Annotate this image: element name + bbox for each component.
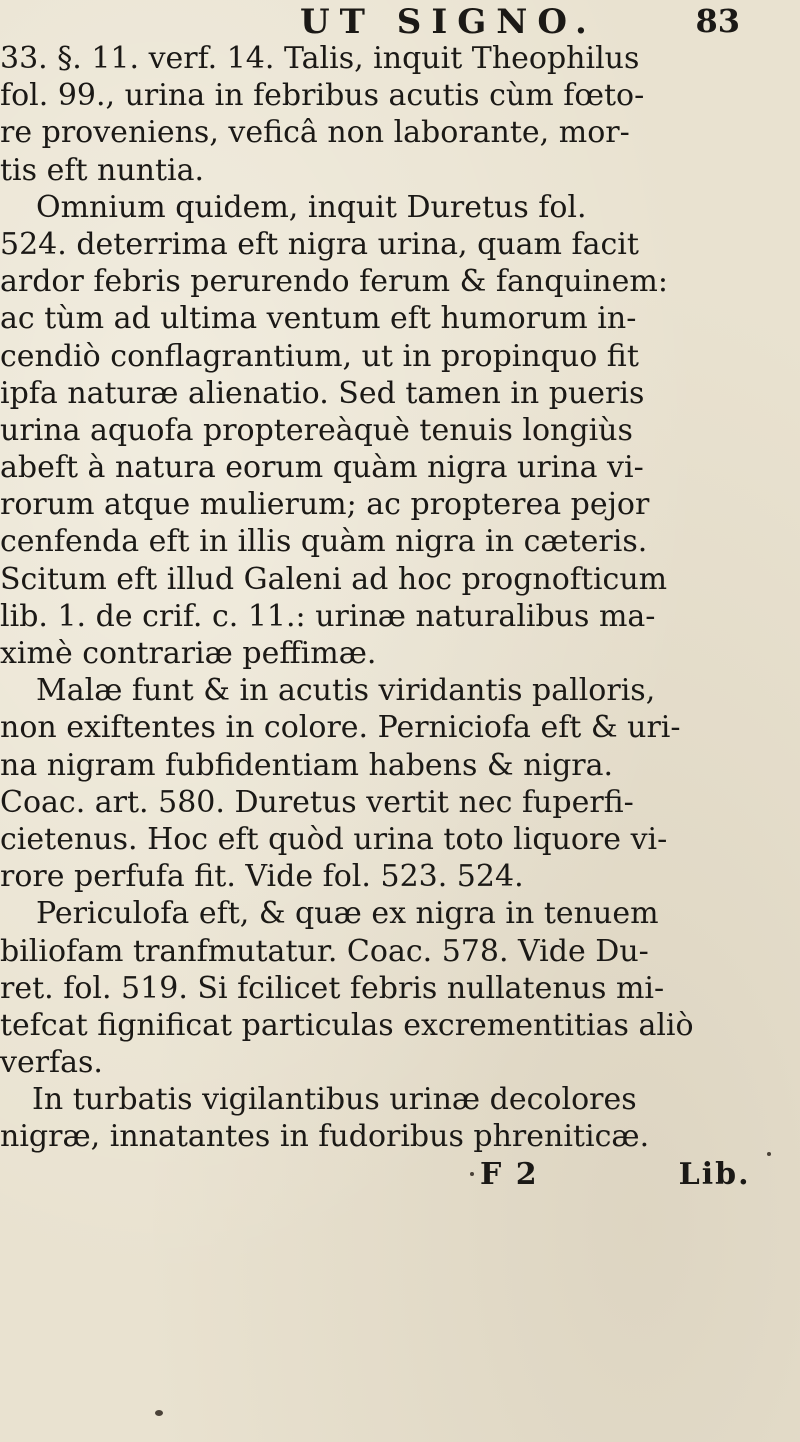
text-line: na nigram fubfidentiam habens & nigra. <box>0 747 614 783</box>
text-line: rore perfufa fit. Vide fol. 523. 524. <box>0 859 524 895</box>
text-line: tefcat fignificat particulas excrementitias aliò <box>0 1007 694 1043</box>
text-line: 524. deterrima eft nigra urina, quam facit <box>0 226 639 262</box>
text-line: rorum atque mulierum; ac propterea pejor <box>0 487 650 523</box>
signature-mark: F 2 <box>480 1156 539 1192</box>
page-number: 83 <box>695 2 740 40</box>
text-line: cendiò conflagrantium, ut in propinquo fit <box>0 338 639 374</box>
text-line: tis eft nuntia. <box>0 152 205 188</box>
text-line: non exiftentes in colore. Perniciofa eft & uri- <box>0 710 681 746</box>
text-line: ximè contrariæ peffimæ. <box>0 636 377 671</box>
text-line: Omnium quidem, inquit Duretus fol. <box>36 189 587 225</box>
text-line: biliofam tranfmutatur. Coac. 578. Vide Du- <box>0 933 649 969</box>
text-line: Malæ funt & in acutis viridantis palloris, <box>36 673 656 709</box>
text-line: fol. 99., urina in febribus acutis cùm fœto- <box>0 78 645 114</box>
text-line: nigræ, innatantes in fudoribus phreniticæ. <box>0 1119 650 1155</box>
running-head: UT SIGNO. <box>300 2 597 42</box>
ink-speck <box>155 1410 163 1416</box>
text-line: Periculofa eft, & quæ ex nigra in tenuem <box>36 896 659 932</box>
text-line: ret. fol. 519. Si fcilicet febris nullatenus mi- <box>0 970 665 1006</box>
text-line: verfas. <box>0 1045 103 1081</box>
text-line: 33. §. 11. verf. 14. Talis, inquit Theophilus <box>0 41 640 76</box>
text-line: lib. 1. de crif. c. 11.: urinæ naturalibus ma- <box>0 598 656 634</box>
text-line: abeft à natura eorum quàm nigra urina vi- <box>0 450 644 486</box>
ink-speck <box>470 1172 474 1176</box>
text-line: urina aquofa proptereàquè tenuis longiùs <box>0 412 633 448</box>
text-line: ipfa naturæ alienatio. Sed tamen in pueris <box>0 375 645 411</box>
body-text <box>0 40 770 1193</box>
blank-margin <box>0 1180 800 1442</box>
text-line: cenfenda eft in illis quàm nigra in cæteris. <box>0 524 648 560</box>
text-line: Scitum eft illud Galeni ad hoc prognofticum <box>0 561 668 597</box>
text-line: ac tùm ad ultima ventum eft humorum in- <box>0 301 637 337</box>
text-line: ardor febris perurendo ferum & fanquinem: <box>0 264 668 300</box>
text-line: Coac. art. 580. Duretus vertit nec fuperfi- <box>0 784 634 820</box>
page-header <box>0 2 740 40</box>
text-line: re proveniens, veficâ non laborante, mor- <box>0 115 630 151</box>
text-line: cietenus. Hoc eft quòd urina toto liquore vi- <box>0 821 668 857</box>
catchword: Lib. <box>678 1156 751 1192</box>
ink-speck <box>767 1152 771 1156</box>
text-line: In turbatis vigilantibus urinæ decolores <box>32 1082 637 1118</box>
